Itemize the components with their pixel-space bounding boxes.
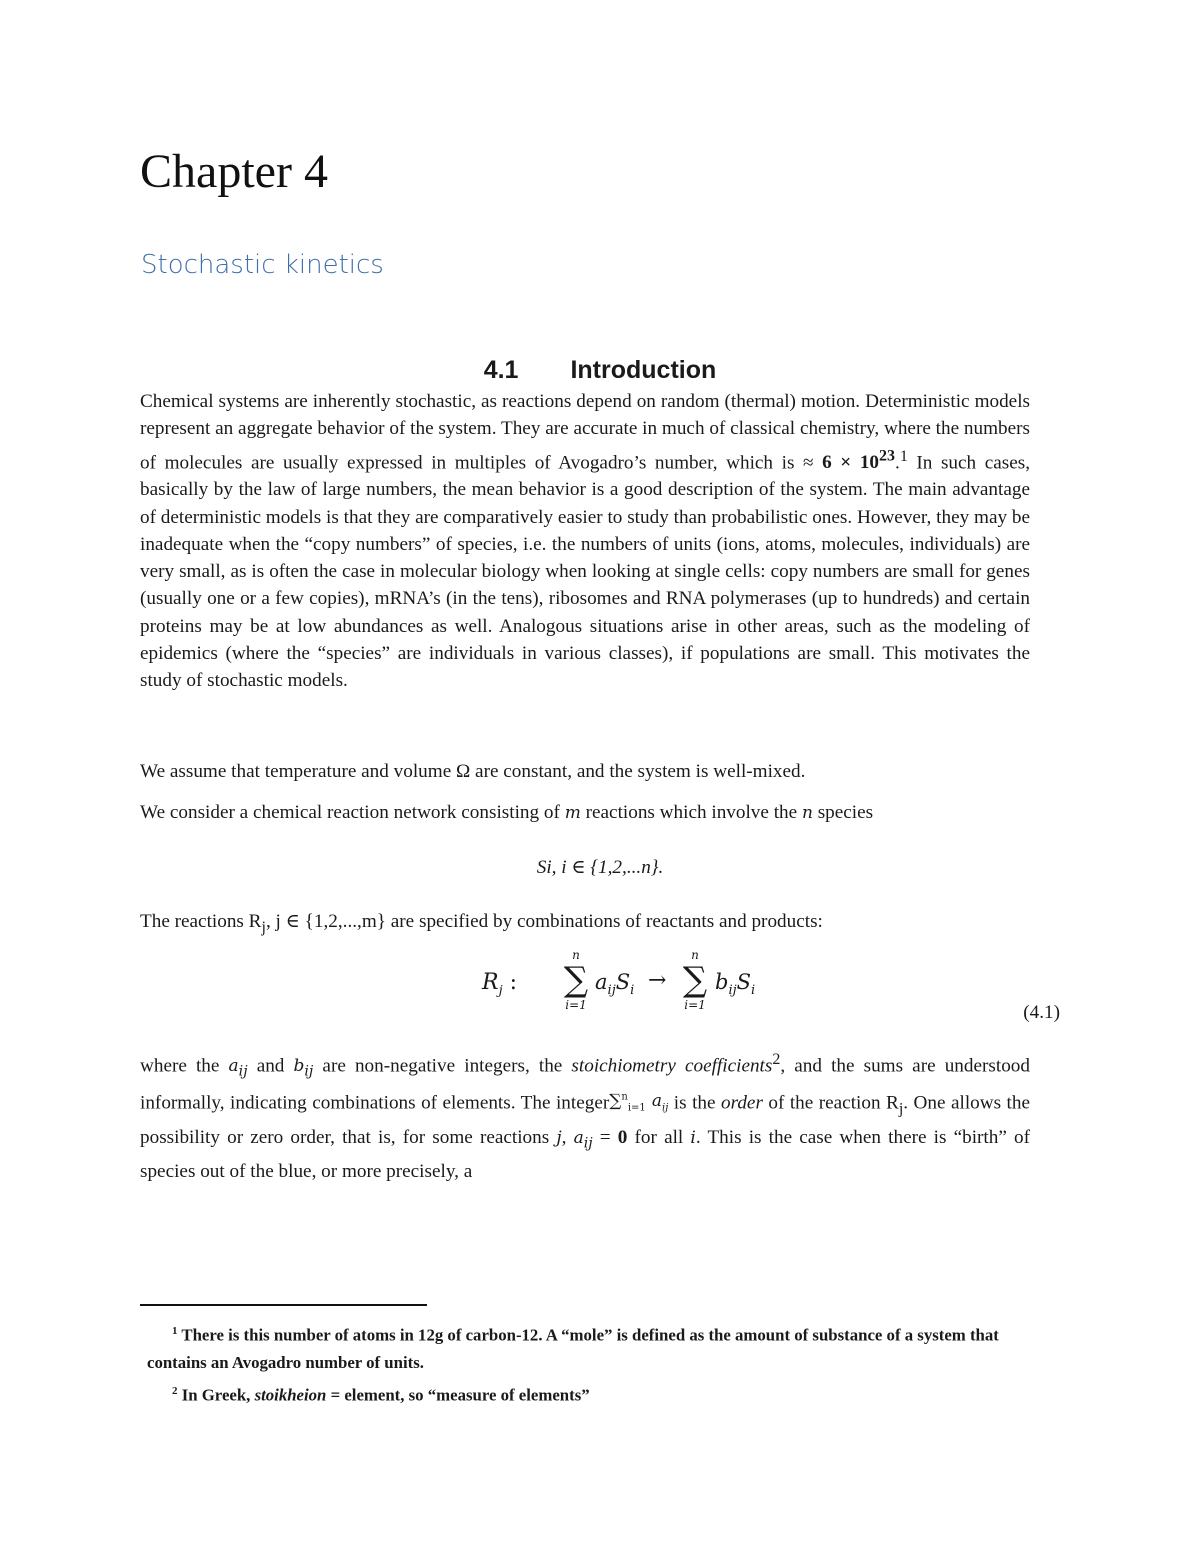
intro-text-1: Chemical systems are inherently stochastic, as reactions depend on random (thermal) motion. Deterministic models represent an aggregate behavior of the system. They are accurate in much of classical chemistry, where the numbers of molecules are usually expressed in multiples of Avogadro’s number, which is ≈ xyxy=(140,391,1030,473)
intro-paragraph xyxy=(140,388,1030,695)
footnote-separator xyxy=(140,1304,427,1306)
section-heading xyxy=(140,352,1060,388)
equation-arrow: → xyxy=(648,968,667,993)
order-term: order xyxy=(720,1092,763,1114)
footnote-1: $^1$ There is this number of atoms in 12g of carbon-12. A “mole” is defined as the amount of substance of a system that contains an Avogadro number of units. xyxy=(147,1325,999,1372)
term-right: $b_{ij}S_i$ xyxy=(715,970,756,999)
equation-lhs: $R_j$ : xyxy=(482,970,518,999)
chapter-subtitle: Stochastic kinetics xyxy=(141,250,384,280)
avogadro-exponent: 23 xyxy=(879,447,896,465)
var-n: n xyxy=(801,803,813,823)
intro-text-2: In such cases, basically by the law of large numbers, the mean behavior is a good description of the system. The main advantage of deterministic models is that they are comparatively easier to study than probabilistic ones. However, they may be inadequate when the “copy numbers” of species, i.e. the numbers of units (ions, atoms, molecules, individuals) are very small, as is often the case in molecular biology when looking at single cells: copy numbers are small for genes (usually one or a few copies), mRNA’s (in the tens), ribosomes and RNA polymerases (up to hundreds) and certain proteins may be at low abundances as well. Analogous situations arise in other areas, such as the modeling of epidemics (where the “species” are individuals in various classes), if populations are small. This motivates the study of stochastic models. xyxy=(140,451,1031,692)
footnote-ref-2[interactable]: 2 xyxy=(772,1051,781,1068)
inline-sum: ∑$^n_{i=1}$ $a_{ij}$ xyxy=(609,1090,669,1114)
term-left: $a_{ij}S_i$ xyxy=(595,970,635,999)
sum-left: n ∑ i=1 xyxy=(563,948,589,1012)
sum-right: n ∑ i=1 xyxy=(682,948,708,1012)
equation-number: (4.1) xyxy=(1023,1002,1060,1023)
b-ij: $b_{ij}$ xyxy=(293,1056,314,1080)
avogadro-value: $6 \times 10^{23}$ xyxy=(822,447,896,473)
stoichiometry-term: stoichiometry coefficients xyxy=(571,1055,773,1077)
network-paragraph: We consider a chemical reaction network consisting of m reactions which involve the n species xyxy=(140,802,874,823)
equation-4-1 xyxy=(140,948,1060,1028)
footnote-ref-1[interactable]: 1 xyxy=(899,447,908,465)
section-title: Introduction xyxy=(570,356,717,384)
section-number: 4.1 xyxy=(483,356,519,384)
footnote-2: $^2$ In Greek, stoikheion = element, so “measure of elements” xyxy=(172,1385,590,1405)
avogadro-period: . xyxy=(895,451,900,473)
a-ij: $a_{ij}$ xyxy=(228,1056,248,1080)
coefficients-paragraph: where the $a_{ij}$ and $b_{ij}$ are non-negative integers, the stoichiometry coefficients$^2$, and the sums are understood informally, indicating combinations of elements. The integer∑$^n_{i=1}$ $a_{ij}$ is the order of the reaction $R_j$. One allows the possibility or zero order, that is, for some reactions j, $a_{ij} = 0$ for all i. This is the case when there is “birth” of species out of the blue, or more precisely, a xyxy=(140,1051,1030,1183)
chapter-label: Chapter 4 xyxy=(140,145,328,198)
var-m: m xyxy=(564,803,581,823)
species-set-line: Si, i ∈ {1,2,...n}. xyxy=(536,857,664,878)
reactions-paragraph: The reactions $R_j$, j ∈ {1,2,...,m} are specified by combinations of reactants and products: xyxy=(140,911,823,936)
assumption-paragraph: We assume that temperature and volume Ω are constant, and the system is well-mixed. xyxy=(140,761,806,782)
